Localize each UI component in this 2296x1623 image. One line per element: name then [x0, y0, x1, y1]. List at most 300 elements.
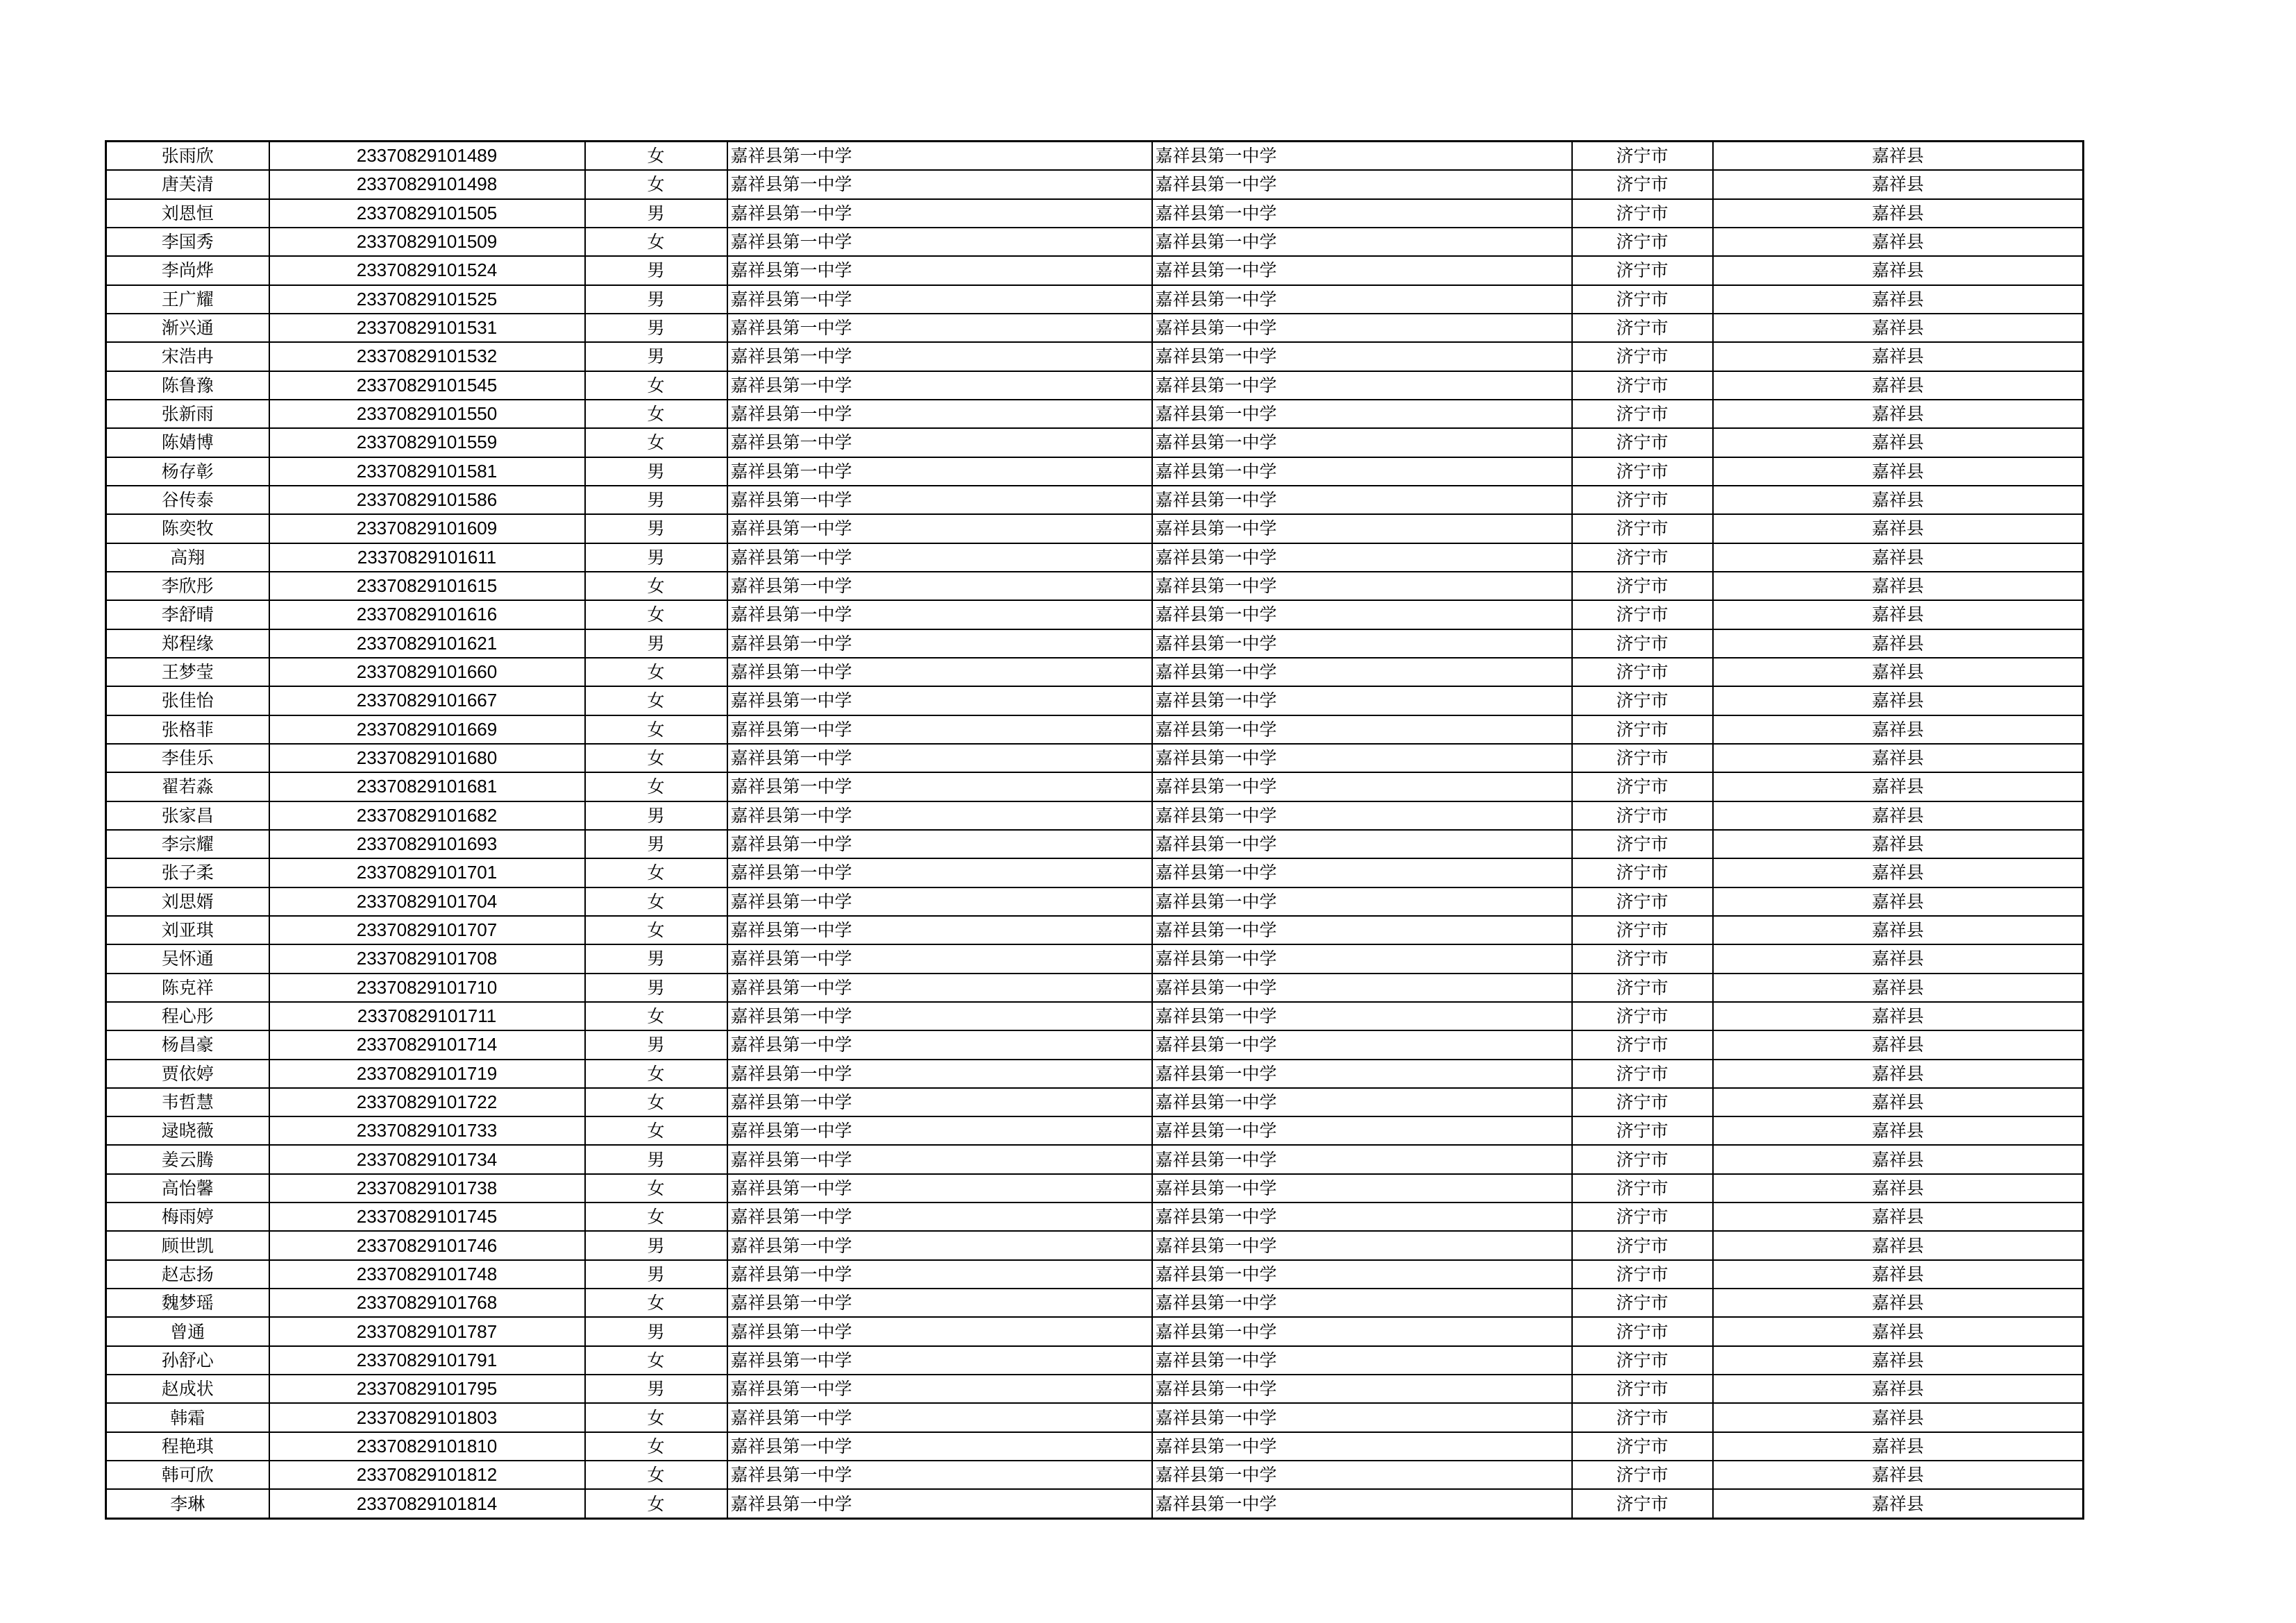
exam-number-cell: 23370829101795	[269, 1375, 585, 1403]
exam-number-cell: 23370829101524	[269, 256, 585, 284]
exam-number-cell: 23370829101682	[269, 801, 585, 830]
student-name-cell: 曾通	[106, 1317, 269, 1345]
city-cell: 济宁市	[1572, 830, 1713, 858]
gender-cell: 女	[585, 600, 727, 629]
city-cell: 济宁市	[1572, 400, 1713, 428]
city-cell: 济宁市	[1572, 342, 1713, 371]
city-cell: 济宁市	[1572, 916, 1713, 944]
table-row	[106, 629, 2084, 658]
gender-cell: 男	[585, 944, 727, 973]
registered-school-cell: 嘉祥县第一中学	[1152, 314, 1572, 342]
county-cell: 嘉祥县	[1713, 1317, 2084, 1345]
city-cell: 济宁市	[1572, 1289, 1713, 1317]
student-name-cell: 贾依婷	[106, 1060, 269, 1088]
registered-school-cell: 嘉祥县第一中学	[1152, 629, 1572, 658]
gender-cell: 女	[585, 1174, 727, 1203]
table-row	[106, 400, 2084, 428]
county-cell: 嘉祥县	[1713, 572, 2084, 600]
registered-school-cell: 嘉祥县第一中学	[1152, 1260, 1572, 1289]
registered-school-cell: 嘉祥县第一中学	[1152, 342, 1572, 371]
table-row	[106, 228, 2084, 256]
county-cell: 嘉祥县	[1713, 1489, 2084, 1518]
student-name-cell: 刘思婿	[106, 887, 269, 916]
registered-school-cell: 嘉祥县第一中学	[1152, 801, 1572, 830]
county-cell: 嘉祥县	[1713, 686, 2084, 715]
school-cell: 嘉祥县第一中学	[727, 1088, 1152, 1116]
school-cell: 嘉祥县第一中学	[727, 400, 1152, 428]
school-cell: 嘉祥县第一中学	[727, 1289, 1152, 1317]
gender-cell: 女	[585, 1116, 727, 1145]
gender-cell: 男	[585, 199, 727, 228]
student-name-cell: 顾世凯	[106, 1231, 269, 1259]
city-cell: 济宁市	[1572, 1060, 1713, 1088]
table-row	[106, 1289, 2084, 1317]
exam-number-cell: 23370829101707	[269, 916, 585, 944]
registered-school-cell: 嘉祥县第一中学	[1152, 686, 1572, 715]
county-cell: 嘉祥县	[1713, 514, 2084, 543]
county-cell: 嘉祥县	[1713, 400, 2084, 428]
exam-number-cell: 23370829101787	[269, 1317, 585, 1345]
student-name-cell: 程心彤	[106, 1002, 269, 1030]
county-cell: 嘉祥县	[1713, 285, 2084, 314]
county-cell: 嘉祥县	[1713, 170, 2084, 198]
school-cell: 嘉祥县第一中学	[727, 285, 1152, 314]
registered-school-cell: 嘉祥县第一中学	[1152, 1088, 1572, 1116]
table-row	[106, 715, 2084, 744]
gender-cell: 男	[585, 1260, 727, 1289]
student-name-cell: 唐芙清	[106, 170, 269, 198]
table-row	[106, 1116, 2084, 1145]
school-cell: 嘉祥县第一中学	[727, 974, 1152, 1002]
table-row	[106, 1030, 2084, 1059]
table-row	[106, 342, 2084, 371]
county-cell: 嘉祥县	[1713, 1030, 2084, 1059]
student-name-cell: 李欣彤	[106, 572, 269, 600]
exam-number-cell: 23370829101734	[269, 1145, 585, 1173]
school-cell: 嘉祥县第一中学	[727, 1489, 1152, 1518]
school-cell: 嘉祥县第一中学	[727, 916, 1152, 944]
exam-number-cell: 23370829101812	[269, 1461, 585, 1489]
registered-school-cell: 嘉祥县第一中学	[1152, 228, 1572, 256]
gender-cell: 男	[585, 514, 727, 543]
exam-number-cell: 23370829101810	[269, 1432, 585, 1461]
exam-number-cell: 23370829101667	[269, 686, 585, 715]
gender-cell: 男	[585, 486, 727, 514]
city-cell: 济宁市	[1572, 744, 1713, 772]
city-cell: 济宁市	[1572, 1260, 1713, 1289]
exam-number-cell: 23370829101748	[269, 1260, 585, 1289]
school-cell: 嘉祥县第一中学	[727, 142, 1152, 171]
city-cell: 济宁市	[1572, 256, 1713, 284]
city-cell: 济宁市	[1572, 1203, 1713, 1231]
school-cell: 嘉祥县第一中学	[727, 256, 1152, 284]
school-cell: 嘉祥县第一中学	[727, 887, 1152, 916]
county-cell: 嘉祥县	[1713, 256, 2084, 284]
table-row	[106, 256, 2084, 284]
student-name-cell: 刘恩恒	[106, 199, 269, 228]
gender-cell: 男	[585, 314, 727, 342]
exam-number-cell: 23370829101704	[269, 887, 585, 916]
school-cell: 嘉祥县第一中学	[727, 858, 1152, 887]
table-row	[106, 1346, 2084, 1375]
school-cell: 嘉祥县第一中学	[727, 543, 1152, 572]
table-row	[106, 285, 2084, 314]
gender-cell: 女	[585, 744, 727, 772]
gender-cell: 女	[585, 772, 727, 801]
school-cell: 嘉祥县第一中学	[727, 1375, 1152, 1403]
gender-cell: 女	[585, 1203, 727, 1231]
city-cell: 济宁市	[1572, 1174, 1713, 1203]
county-cell: 嘉祥县	[1713, 772, 2084, 801]
table-row	[106, 371, 2084, 400]
county-cell: 嘉祥县	[1713, 228, 2084, 256]
table-row	[106, 199, 2084, 228]
city-cell: 济宁市	[1572, 285, 1713, 314]
school-cell: 嘉祥县第一中学	[727, 228, 1152, 256]
city-cell: 济宁市	[1572, 1403, 1713, 1431]
gender-cell: 男	[585, 342, 727, 371]
gender-cell: 女	[585, 1002, 727, 1030]
city-cell: 济宁市	[1572, 199, 1713, 228]
county-cell: 嘉祥县	[1713, 715, 2084, 744]
gender-cell: 男	[585, 1231, 727, 1259]
county-cell: 嘉祥县	[1713, 428, 2084, 457]
gender-cell: 男	[585, 629, 727, 658]
table-row	[106, 1060, 2084, 1088]
county-cell: 嘉祥县	[1713, 371, 2084, 400]
exam-number-cell: 23370829101708	[269, 944, 585, 973]
student-name-cell: 梅雨婷	[106, 1203, 269, 1231]
table-row	[106, 658, 2084, 686]
gender-cell: 男	[585, 801, 727, 830]
gender-cell: 女	[585, 170, 727, 198]
city-cell: 济宁市	[1572, 371, 1713, 400]
city-cell: 济宁市	[1572, 1030, 1713, 1059]
exam-number-cell: 23370829101693	[269, 830, 585, 858]
school-cell: 嘉祥县第一中学	[727, 686, 1152, 715]
gender-cell: 男	[585, 1317, 727, 1345]
gender-cell: 女	[585, 686, 727, 715]
registered-school-cell: 嘉祥县第一中学	[1152, 543, 1572, 572]
table-row	[106, 1260, 2084, 1289]
student-name-cell: 谷传泰	[106, 486, 269, 514]
registered-school-cell: 嘉祥县第一中学	[1152, 514, 1572, 543]
school-cell: 嘉祥县第一中学	[727, 1317, 1152, 1345]
table-row	[106, 1231, 2084, 1259]
registered-school-cell: 嘉祥县第一中学	[1152, 572, 1572, 600]
table-row	[106, 887, 2084, 916]
county-cell: 嘉祥县	[1713, 944, 2084, 973]
registered-school-cell: 嘉祥县第一中学	[1152, 428, 1572, 457]
school-cell: 嘉祥县第一中学	[727, 944, 1152, 973]
school-cell: 嘉祥县第一中学	[727, 1002, 1152, 1030]
exam-number-cell: 23370829101489	[269, 142, 585, 171]
exam-number-cell: 23370829101814	[269, 1489, 585, 1518]
registered-school-cell: 嘉祥县第一中学	[1152, 974, 1572, 1002]
city-cell: 济宁市	[1572, 887, 1713, 916]
registered-school-cell: 嘉祥县第一中学	[1152, 1461, 1572, 1489]
school-cell: 嘉祥县第一中学	[727, 1145, 1152, 1173]
registered-school-cell: 嘉祥县第一中学	[1152, 371, 1572, 400]
school-cell: 嘉祥县第一中学	[727, 830, 1152, 858]
city-cell: 济宁市	[1572, 543, 1713, 572]
student-name-cell: 王梦莹	[106, 658, 269, 686]
table-row	[106, 457, 2084, 486]
registered-school-cell: 嘉祥县第一中学	[1152, 199, 1572, 228]
county-cell: 嘉祥县	[1713, 744, 2084, 772]
county-cell: 嘉祥县	[1713, 1174, 2084, 1203]
student-name-cell: 魏梦瑶	[106, 1289, 269, 1317]
student-name-cell: 杨存彰	[106, 457, 269, 486]
city-cell: 济宁市	[1572, 1489, 1713, 1518]
registered-school-cell: 嘉祥县第一中学	[1152, 1403, 1572, 1431]
exam-number-cell: 23370829101791	[269, 1346, 585, 1375]
county-cell: 嘉祥县	[1713, 1088, 2084, 1116]
city-cell: 济宁市	[1572, 1317, 1713, 1345]
table-row	[106, 1088, 2084, 1116]
school-cell: 嘉祥县第一中学	[727, 1461, 1152, 1489]
exam-number-cell: 23370829101615	[269, 572, 585, 600]
county-cell: 嘉祥县	[1713, 1060, 2084, 1088]
registered-school-cell: 嘉祥县第一中学	[1152, 457, 1572, 486]
table-row	[106, 142, 2084, 171]
school-cell: 嘉祥县第一中学	[727, 658, 1152, 686]
county-cell: 嘉祥县	[1713, 1231, 2084, 1259]
table-row	[106, 1403, 2084, 1431]
exam-number-cell: 23370829101719	[269, 1060, 585, 1088]
student-name-cell: 宋浩冉	[106, 342, 269, 371]
school-cell: 嘉祥县第一中学	[727, 801, 1152, 830]
registered-school-cell: 嘉祥县第一中学	[1152, 1346, 1572, 1375]
county-cell: 嘉祥县	[1713, 600, 2084, 629]
exam-number-cell: 23370829101581	[269, 457, 585, 486]
school-cell: 嘉祥县第一中学	[727, 199, 1152, 228]
county-cell: 嘉祥县	[1713, 858, 2084, 887]
county-cell: 嘉祥县	[1713, 1002, 2084, 1030]
gender-cell: 女	[585, 400, 727, 428]
student-name-cell: 程艳琪	[106, 1432, 269, 1461]
table-row	[106, 1489, 2084, 1518]
exam-number-cell: 23370829101711	[269, 1002, 585, 1030]
school-cell: 嘉祥县第一中学	[727, 629, 1152, 658]
city-cell: 济宁市	[1572, 974, 1713, 1002]
gender-cell: 男	[585, 543, 727, 572]
school-cell: 嘉祥县第一中学	[727, 600, 1152, 629]
registered-school-cell: 嘉祥县第一中学	[1152, 830, 1572, 858]
exam-number-cell: 23370829101745	[269, 1203, 585, 1231]
gender-cell: 女	[585, 887, 727, 916]
school-cell: 嘉祥县第一中学	[727, 1432, 1152, 1461]
registered-school-cell: 嘉祥县第一中学	[1152, 658, 1572, 686]
city-cell: 济宁市	[1572, 170, 1713, 198]
city-cell: 济宁市	[1572, 858, 1713, 887]
gender-cell: 女	[585, 1403, 727, 1431]
registered-school-cell: 嘉祥县第一中学	[1152, 400, 1572, 428]
county-cell: 嘉祥县	[1713, 342, 2084, 371]
school-cell: 嘉祥县第一中学	[727, 1403, 1152, 1431]
city-cell: 济宁市	[1572, 1088, 1713, 1116]
student-name-cell: 李琳	[106, 1489, 269, 1518]
school-cell: 嘉祥县第一中学	[727, 1346, 1152, 1375]
table-row	[106, 514, 2084, 543]
student-name-cell: 孙舒心	[106, 1346, 269, 1375]
city-cell: 济宁市	[1572, 1116, 1713, 1145]
exam-number-cell: 23370829101498	[269, 170, 585, 198]
exam-number-cell: 23370829101669	[269, 715, 585, 744]
registered-school-cell: 嘉祥县第一中学	[1152, 1317, 1572, 1345]
county-cell: 嘉祥县	[1713, 314, 2084, 342]
registered-school-cell: 嘉祥县第一中学	[1152, 1116, 1572, 1145]
school-cell: 嘉祥县第一中学	[727, 1030, 1152, 1059]
student-name-cell: 姜云腾	[106, 1145, 269, 1173]
gender-cell: 男	[585, 256, 727, 284]
city-cell: 济宁市	[1572, 629, 1713, 658]
school-cell: 嘉祥县第一中学	[727, 1203, 1152, 1231]
city-cell: 济宁市	[1572, 1002, 1713, 1030]
school-cell: 嘉祥县第一中学	[727, 715, 1152, 744]
table-row	[106, 572, 2084, 600]
city-cell: 济宁市	[1572, 486, 1713, 514]
gender-cell: 女	[585, 371, 727, 400]
city-cell: 济宁市	[1572, 1145, 1713, 1173]
school-cell: 嘉祥县第一中学	[727, 342, 1152, 371]
school-cell: 嘉祥县第一中学	[727, 514, 1152, 543]
table-row	[106, 772, 2084, 801]
student-name-cell: 张佳怡	[106, 686, 269, 715]
exam-number-cell: 23370829101609	[269, 514, 585, 543]
student-name-cell: 韩霜	[106, 1403, 269, 1431]
county-cell: 嘉祥县	[1713, 801, 2084, 830]
exam-number-cell: 23370829101505	[269, 199, 585, 228]
student-name-cell: 陈婧博	[106, 428, 269, 457]
gender-cell: 男	[585, 1145, 727, 1173]
county-cell: 嘉祥县	[1713, 1260, 2084, 1289]
student-table	[105, 140, 2084, 1520]
student-name-cell: 张家昌	[106, 801, 269, 830]
student-name-cell: 韦哲慧	[106, 1088, 269, 1116]
city-cell: 济宁市	[1572, 572, 1713, 600]
gender-cell: 女	[585, 858, 727, 887]
county-cell: 嘉祥县	[1713, 629, 2084, 658]
gender-cell: 男	[585, 457, 727, 486]
county-cell: 嘉祥县	[1713, 1403, 2084, 1431]
student-name-cell: 李佳乐	[106, 744, 269, 772]
exam-number-cell: 23370829101559	[269, 428, 585, 457]
student-name-cell: 陈鲁豫	[106, 371, 269, 400]
registered-school-cell: 嘉祥县第一中学	[1152, 715, 1572, 744]
student-name-cell: 李舒晴	[106, 600, 269, 629]
county-cell: 嘉祥县	[1713, 1346, 2084, 1375]
student-name-cell: 李宗耀	[106, 830, 269, 858]
registered-school-cell: 嘉祥县第一中学	[1152, 1432, 1572, 1461]
table-row	[106, 1461, 2084, 1489]
registered-school-cell: 嘉祥县第一中学	[1152, 1060, 1572, 1088]
student-name-cell: 张格菲	[106, 715, 269, 744]
city-cell: 济宁市	[1572, 1432, 1713, 1461]
table-row	[106, 1432, 2084, 1461]
table-row	[106, 944, 2084, 973]
city-cell: 济宁市	[1572, 944, 1713, 973]
gender-cell: 男	[585, 1030, 727, 1059]
exam-number-cell: 23370829101545	[269, 371, 585, 400]
exam-number-cell: 23370829101550	[269, 400, 585, 428]
county-cell: 嘉祥县	[1713, 974, 2084, 1002]
table-row	[106, 314, 2084, 342]
registered-school-cell: 嘉祥县第一中学	[1152, 1030, 1572, 1059]
county-cell: 嘉祥县	[1713, 486, 2084, 514]
student-name-cell: 张新雨	[106, 400, 269, 428]
student-name-cell: 刘亚琪	[106, 916, 269, 944]
registered-school-cell: 嘉祥县第一中学	[1152, 772, 1572, 801]
gender-cell: 男	[585, 1375, 727, 1403]
city-cell: 济宁市	[1572, 457, 1713, 486]
table-row	[106, 916, 2084, 944]
county-cell: 嘉祥县	[1713, 1461, 2084, 1489]
gender-cell: 女	[585, 1432, 727, 1461]
exam-number-cell: 23370829101714	[269, 1030, 585, 1059]
table-row	[106, 974, 2084, 1002]
registered-school-cell: 嘉祥县第一中学	[1152, 1289, 1572, 1317]
city-cell: 济宁市	[1572, 1346, 1713, 1375]
table-row	[106, 830, 2084, 858]
city-cell: 济宁市	[1572, 314, 1713, 342]
county-cell: 嘉祥县	[1713, 543, 2084, 572]
city-cell: 济宁市	[1572, 1375, 1713, 1403]
student-name-cell: 韩可欣	[106, 1461, 269, 1489]
registered-school-cell: 嘉祥县第一中学	[1152, 256, 1572, 284]
gender-cell: 女	[585, 428, 727, 457]
student-name-cell: 高怡馨	[106, 1174, 269, 1203]
gender-cell: 女	[585, 142, 727, 171]
student-name-cell: 王广耀	[106, 285, 269, 314]
county-cell: 嘉祥县	[1713, 1289, 2084, 1317]
school-cell: 嘉祥县第一中学	[727, 1116, 1152, 1145]
county-cell: 嘉祥县	[1713, 658, 2084, 686]
gender-cell: 女	[585, 916, 727, 944]
city-cell: 济宁市	[1572, 1461, 1713, 1489]
city-cell: 济宁市	[1572, 142, 1713, 171]
school-cell: 嘉祥县第一中学	[727, 744, 1152, 772]
registered-school-cell: 嘉祥县第一中学	[1152, 887, 1572, 916]
table-row	[106, 428, 2084, 457]
school-cell: 嘉祥县第一中学	[727, 314, 1152, 342]
gender-cell: 女	[585, 1060, 727, 1088]
exam-number-cell: 23370829101710	[269, 974, 585, 1002]
county-cell: 嘉祥县	[1713, 830, 2084, 858]
exam-number-cell: 23370829101733	[269, 1116, 585, 1145]
city-cell: 济宁市	[1572, 600, 1713, 629]
exam-number-cell: 23370829101531	[269, 314, 585, 342]
exam-number-cell: 23370829101532	[269, 342, 585, 371]
city-cell: 济宁市	[1572, 428, 1713, 457]
gender-cell: 男	[585, 285, 727, 314]
county-cell: 嘉祥县	[1713, 142, 2084, 171]
county-cell: 嘉祥县	[1713, 1145, 2084, 1173]
registered-school-cell: 嘉祥县第一中学	[1152, 744, 1572, 772]
registered-school-cell: 嘉祥县第一中学	[1152, 1375, 1572, 1403]
city-cell: 济宁市	[1572, 1231, 1713, 1259]
table-row	[106, 858, 2084, 887]
exam-number-cell: 23370829101680	[269, 744, 585, 772]
exam-number-cell: 23370829101611	[269, 543, 585, 572]
county-cell: 嘉祥县	[1713, 457, 2084, 486]
city-cell: 济宁市	[1572, 686, 1713, 715]
school-cell: 嘉祥县第一中学	[727, 371, 1152, 400]
school-cell: 嘉祥县第一中学	[727, 1260, 1152, 1289]
student-name-cell: 李国秀	[106, 228, 269, 256]
table-row	[106, 1375, 2084, 1403]
gender-cell: 女	[585, 1346, 727, 1375]
